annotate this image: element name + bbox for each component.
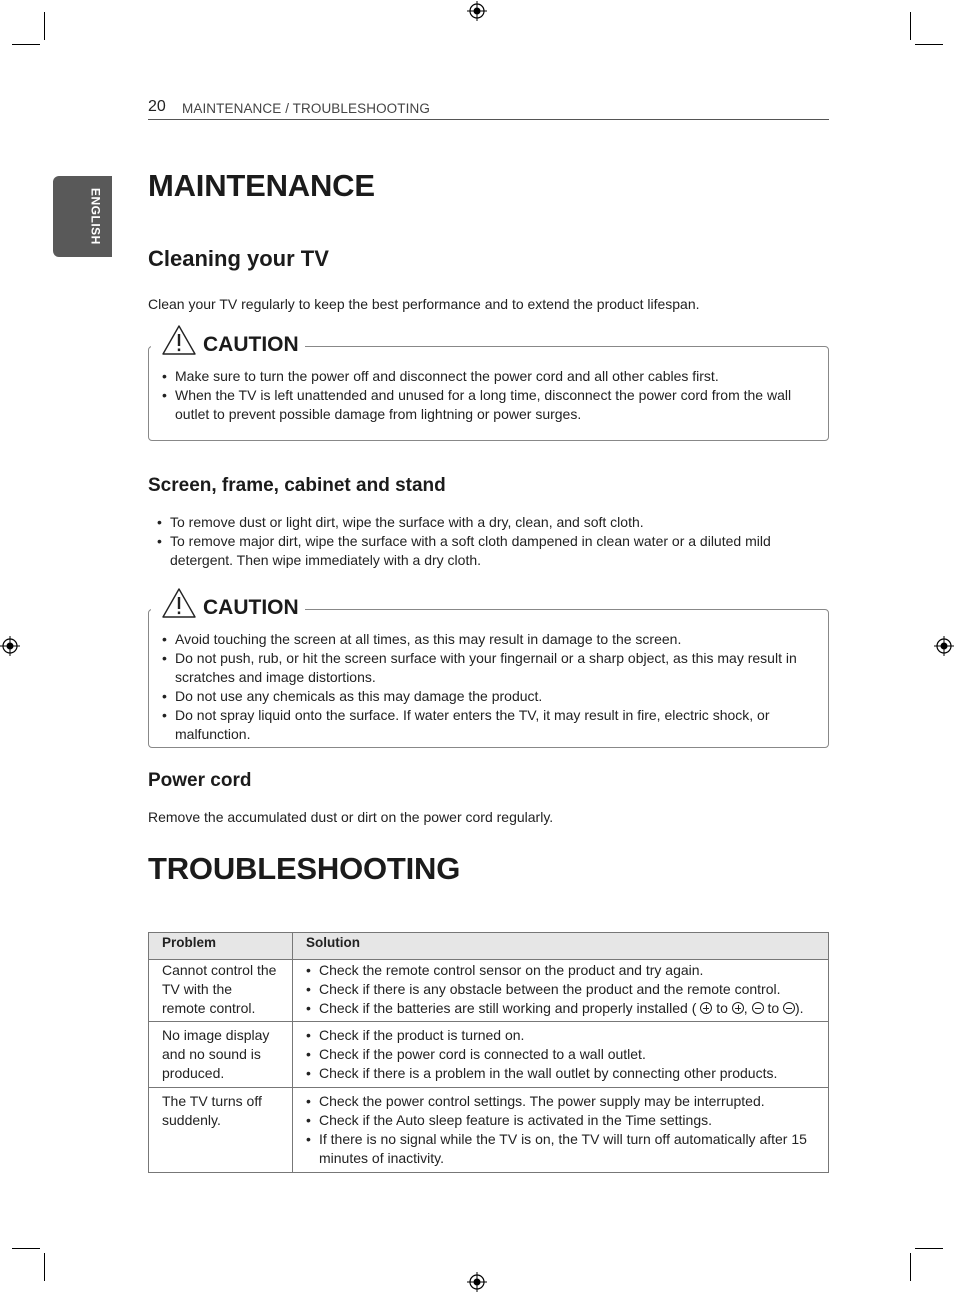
cleaning-heading: Cleaning your TV bbox=[148, 246, 329, 271]
list-item: • Do not use any chemicals as this may damage the product. bbox=[162, 687, 817, 706]
list-item: • Check if the power cord is connected to a wall outlet. bbox=[306, 1045, 815, 1064]
list-item: • Avoid touching the screen at all times, as this may result in damage to the screen. bbox=[162, 630, 817, 649]
warning-triangle-icon bbox=[161, 324, 197, 356]
solution-cell bbox=[293, 1088, 829, 1173]
table-row bbox=[149, 1022, 829, 1088]
plus-terminal-icon bbox=[732, 1002, 744, 1014]
list-item: • Check the power control settings. The power supply may be interrupted. bbox=[306, 1092, 815, 1111]
crop-mark bbox=[44, 12, 45, 40]
solution-cell bbox=[293, 1022, 829, 1088]
battery-text-suffix: ). bbox=[795, 1000, 804, 1016]
crop-mark bbox=[12, 1248, 40, 1249]
crop-mark bbox=[910, 1253, 911, 1281]
battery-text-separator: , bbox=[743, 1000, 748, 1016]
registration-mark-icon bbox=[934, 636, 954, 656]
caution-label: CAUTION bbox=[203, 333, 299, 356]
solution-column-header: Solution bbox=[293, 933, 829, 960]
caution-label: CAUTION bbox=[203, 596, 299, 619]
problem-column-header: Problem bbox=[149, 933, 293, 960]
list-item bbox=[306, 999, 815, 1018]
crop-mark bbox=[910, 12, 911, 40]
list-item: • Check if there is a problem in the wall outlet by connecting other products. bbox=[306, 1064, 815, 1083]
problem-cell: The TV turns off suddenly. bbox=[149, 1088, 293, 1173]
page-number: 20 bbox=[148, 98, 166, 115]
list-item: • When the TV is left unattended and unused for a long time, disconnect the power cord from the wall outlet to prevent possible damage from lightning or power surges. bbox=[162, 386, 812, 424]
caution-badge bbox=[151, 587, 305, 619]
problem-cell: No image display and no sound is produced. bbox=[149, 1022, 293, 1088]
solution-cell bbox=[293, 960, 829, 1022]
list-item: • Check the remote control sensor on the product and try again. bbox=[306, 961, 815, 980]
caution-list bbox=[162, 630, 817, 744]
list-item: • If there is no signal while the TV is on, the TV will turn off automatically after 15 minutes of inactivity. bbox=[306, 1130, 815, 1168]
screen-heading: Screen, frame, cabinet and stand bbox=[148, 475, 446, 496]
power-cord-heading: Power cord bbox=[148, 770, 252, 791]
caution-badge bbox=[151, 324, 305, 356]
crop-mark bbox=[12, 44, 40, 45]
troubleshooting-table bbox=[148, 932, 829, 1173]
problem-cell: Cannot control the TV with the remote control. bbox=[149, 960, 293, 1022]
warning-triangle-icon bbox=[161, 587, 197, 619]
registration-mark-icon bbox=[467, 1, 487, 21]
list-item: • Do not spray liquid onto the surface. If water enters the TV, it may result in fire, electric shock, or malfunction. bbox=[162, 706, 817, 744]
power-cord-text: Remove the accumulated dust or dirt on the power cord regularly. bbox=[148, 809, 554, 825]
battery-text-to: to bbox=[716, 1000, 728, 1016]
battery-text-to: to bbox=[767, 1000, 780, 1016]
battery-text-prefix: Check if the batteries are still working and properly installed ( bbox=[319, 1000, 697, 1016]
crop-mark bbox=[44, 1253, 45, 1281]
screen-cleaning-list bbox=[157, 513, 807, 570]
minus-terminal-icon bbox=[783, 1002, 795, 1014]
registration-mark-icon bbox=[467, 1272, 487, 1292]
minus-terminal-icon bbox=[752, 1002, 764, 1014]
section-header-title: MAINTENANCE / TROUBLESHOOTING bbox=[182, 101, 430, 116]
list-item: • To remove dust or light dirt, wipe the surface with a dry, clean, and soft cloth. bbox=[157, 513, 807, 532]
table-row bbox=[149, 960, 829, 1022]
cleaning-intro: Clean your TV regularly to keep the best performance and to extend the product lifespan. bbox=[148, 296, 700, 312]
language-tab-label: ENGLISH bbox=[88, 188, 103, 245]
troubleshooting-title: TROUBLESHOOTING bbox=[148, 851, 461, 886]
list-item: • Check if the Auto sleep feature is activated in the Time settings. bbox=[306, 1111, 815, 1130]
list-item: • Check if the product is turned on. bbox=[306, 1026, 815, 1045]
crop-mark bbox=[915, 44, 943, 45]
caution-list bbox=[162, 367, 812, 424]
list-item: • Do not push, rub, or hit the screen surface with your fingernail or a sharp object, as this may result in scratches and image distortions. bbox=[162, 649, 817, 687]
list-item: • To remove major dirt, wipe the surface with a soft cloth dampened in clean water or a diluted mild detergent. Then wipe immediately with a dry cloth. bbox=[157, 532, 807, 570]
table-header-row bbox=[149, 933, 829, 960]
maintenance-title: MAINTENANCE bbox=[148, 168, 375, 203]
registration-mark-icon bbox=[0, 636, 20, 656]
list-item: • Make sure to turn the power off and disconnect the power cord and all other cables first. bbox=[162, 367, 812, 386]
table-row bbox=[149, 1088, 829, 1173]
crop-mark bbox=[915, 1248, 943, 1249]
list-item: • Check if there is any obstacle between the product and the remote control. bbox=[306, 980, 815, 999]
header-rule bbox=[148, 119, 829, 120]
plus-terminal-icon bbox=[700, 1002, 712, 1014]
